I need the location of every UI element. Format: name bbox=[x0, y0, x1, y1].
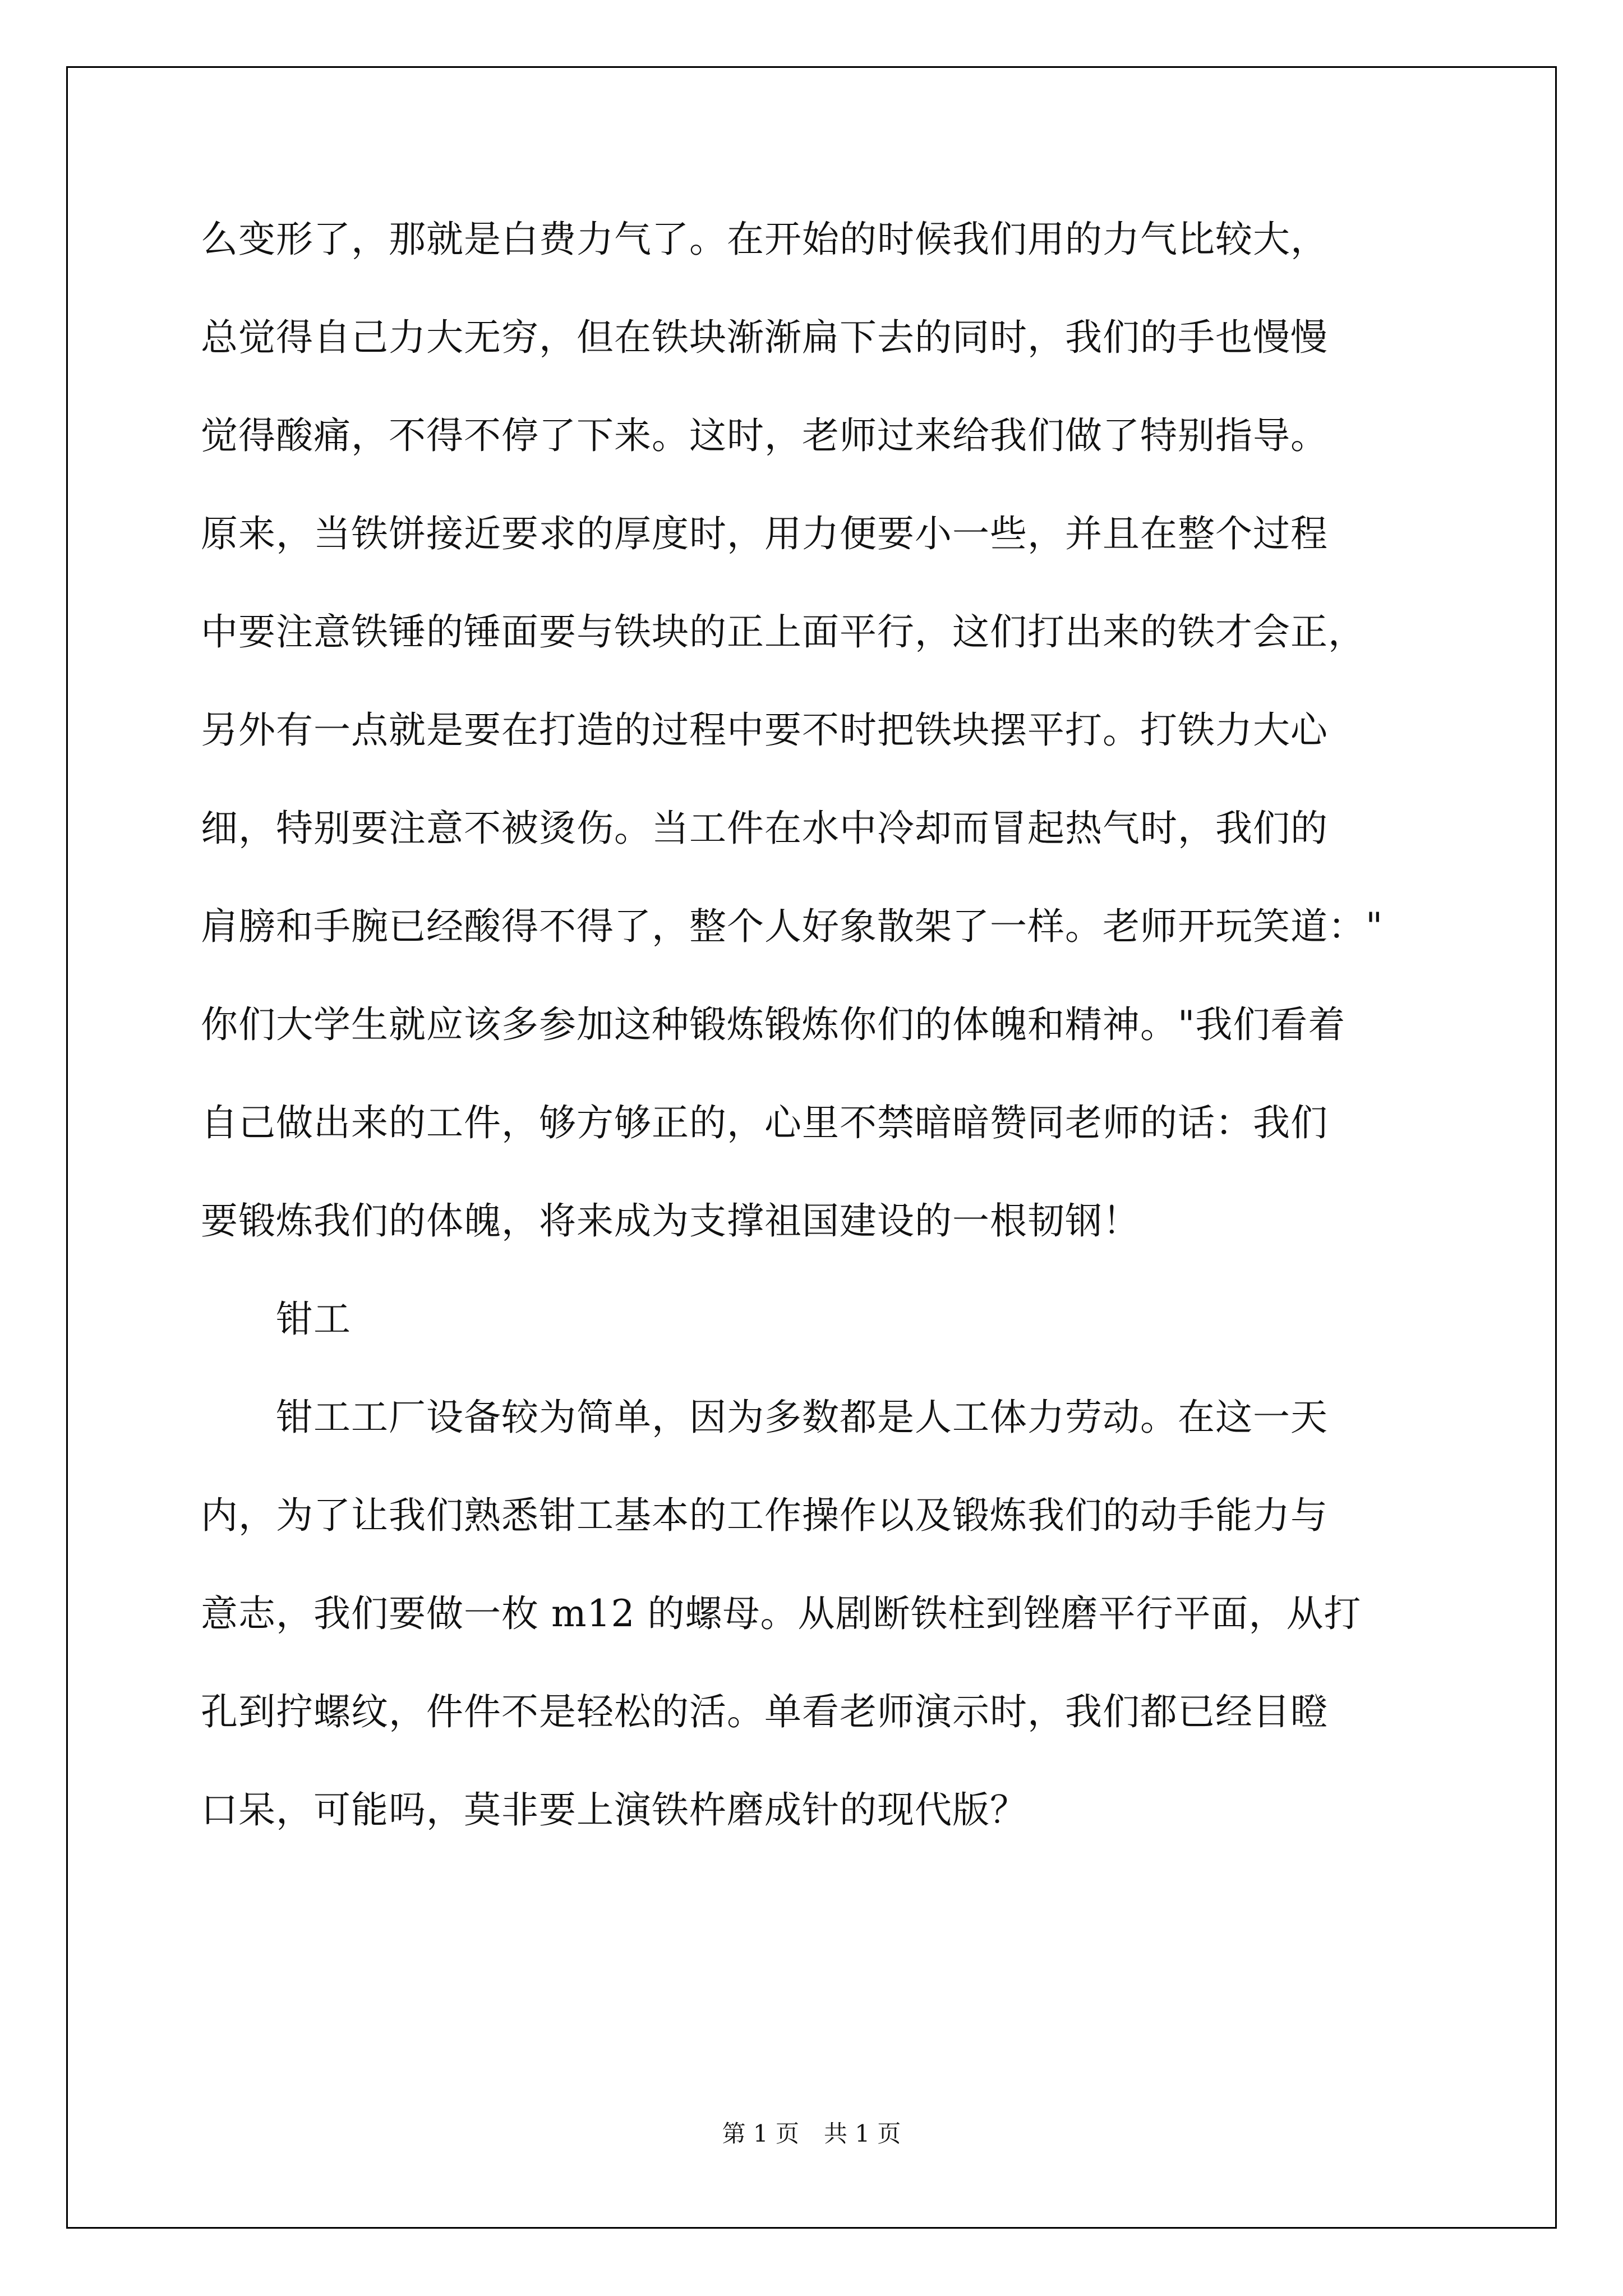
text-line: 总觉得自己力大无穷，但在铁块渐渐扁下去的同时，我们的手也慢慢 bbox=[201, 316, 1328, 359]
text-line: 中要注意铁锤的锤面要与铁块的正上面平行，这们打出来的铁才会正， bbox=[201, 610, 1366, 654]
page-footer bbox=[0, 2117, 1623, 2151]
text-line: 你们大学生就应该多参加这种锻炼锻炼你们的体魄和精神。"我们看着 bbox=[201, 1003, 1346, 1046]
text-line: 孔到拧螺纹，件件不是轻松的活。单看老师演示时，我们都已经目瞪 bbox=[201, 1690, 1328, 1733]
page-number-current: 第 1 页 bbox=[722, 2120, 799, 2147]
text-line: 另外有一点就是要在打造的过程中要不时把铁块摆平打。打铁力大心 bbox=[201, 708, 1328, 752]
section-heading: 钳工 bbox=[201, 1297, 351, 1341]
text-line: 自己做出来的工件，够方够正的，心里不禁暗暗赞同老师的话：我们 bbox=[201, 1101, 1328, 1144]
text-line: 要锻炼我们的体魄，将来成为支撑祖国建设的一根韧钢！ bbox=[201, 1199, 1140, 1243]
page-number-total: 共 1 页 bbox=[824, 2120, 901, 2147]
text-line: 内，为了让我们熟悉钳工基本的工作操作以及锻炼我们的动手能力与 bbox=[201, 1494, 1328, 1537]
text-line: 意志，我们要做一枚 m12 的螺母。从剧断铁柱到锉磨平行平面，从打 bbox=[201, 1592, 1362, 1635]
text-line: 肩膀和手腕已经酸得不得了，整个人好象散架了一样。老师开玩笑道：" bbox=[201, 905, 1384, 948]
text-line: 么变形了，那就是白费力气了。在开始的时候我们用的力气比较大， bbox=[201, 218, 1328, 261]
text-line: 口呆，可能吗，莫非要上演铁杵磨成针的现代版？ bbox=[201, 1788, 1027, 1832]
text-line: 细，特别要注意不被烫伤。当工件在水中冷却而冒起热气时，我们的 bbox=[201, 807, 1328, 850]
text-line: 原来，当铁饼接近要求的厚度时，用力便要小一些，并且在整个过程 bbox=[201, 512, 1328, 555]
text-line: 钳工工厂设备较为简单，因为多数都是人工体力劳动。在这一天 bbox=[201, 1396, 1328, 1439]
text-line: 觉得酸痛，不得不停了下来。这时，老师过来给我们做了特别指导。 bbox=[201, 414, 1328, 457]
